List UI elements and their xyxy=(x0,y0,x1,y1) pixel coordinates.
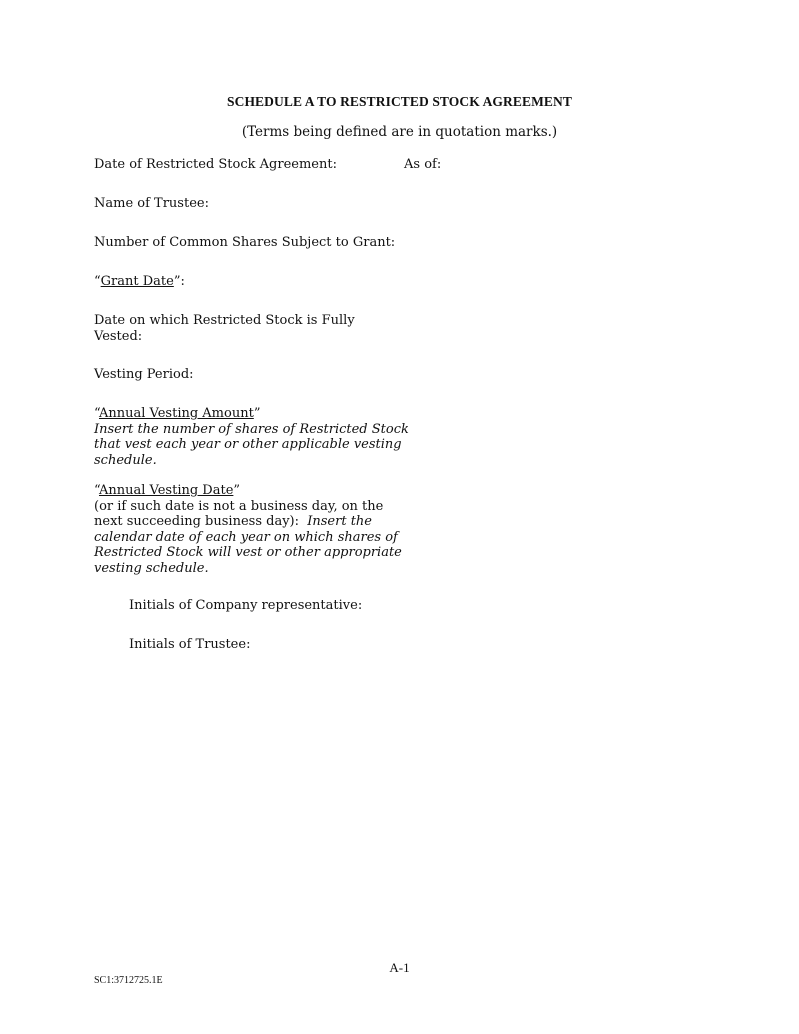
annual-date-open-quote: “ xyxy=(94,483,99,498)
page-number: A-1 xyxy=(389,960,410,975)
page-title: SCHEDULE A TO RESTRICTED STOCK AGREEMENT xyxy=(227,94,572,109)
trustee-name-label: Name of Trustee: xyxy=(94,196,209,211)
annual-date-line-2 xyxy=(94,514,402,530)
shares-subject-label: Number of Common Shares Subject to Grant: xyxy=(94,235,396,250)
as-of-label: As of: xyxy=(404,157,442,172)
document-id: SC1:3712725.1E xyxy=(94,975,163,986)
annual-date-line-1: (or if such date is not a business day, on the xyxy=(94,498,384,514)
grant-date-term: Grant Date xyxy=(100,274,174,289)
annual-date-instruction-3: calendar date of each year on which shares of xyxy=(94,529,398,545)
annual-date-instruction-5: vesting schedule. xyxy=(94,560,209,576)
annual-amount-close: ” xyxy=(253,406,261,421)
annual-date-line-2-italic: Insert the xyxy=(307,514,372,529)
annual-amount-instruction-3: schedule. xyxy=(94,452,157,468)
annual-vesting-date-heading xyxy=(94,483,402,499)
annual-date-line-2-plain: next succeeding business day): xyxy=(94,514,308,529)
vesting-period-label: Vesting Period: xyxy=(94,367,194,382)
grant-date-close: ”: xyxy=(173,274,185,289)
grant-date-label xyxy=(94,274,185,290)
fully-vested-line-2: Vested: xyxy=(94,328,143,344)
company-initials-label: Initials of Company representative: xyxy=(129,598,363,613)
annual-amount-instruction-2: that vest each year or other applicable vesting xyxy=(94,437,402,452)
annual-vesting-amount-block xyxy=(94,406,409,468)
fully-vested-line-1: Date on which Restricted Stock is Fully xyxy=(94,313,355,328)
fully-vested-label xyxy=(94,313,355,344)
annual-date-instruction-4: Restricted Stock will vest or other appropriate xyxy=(94,545,402,560)
annual-amount-instruction-1: Insert the number of shares of Restricted Stock xyxy=(94,421,409,437)
annual-vesting-date-block xyxy=(94,483,402,576)
trustee-initials-label: Initials of Trustee: xyxy=(129,637,251,652)
date-of-agreement-label: Date of Restricted Stock Agreement: xyxy=(94,157,337,172)
page-subtitle: (Terms being defined are in quotation marks.) xyxy=(241,124,558,140)
annual-amount-open-quote: “ xyxy=(94,406,99,421)
annual-amount-term: Annual Vesting Amount xyxy=(98,406,254,421)
annual-date-term: Annual Vesting Date xyxy=(98,483,234,498)
annual-date-close: ” xyxy=(233,483,241,498)
grant-date-open-quote: “ xyxy=(94,274,101,289)
annual-vesting-amount-heading xyxy=(94,406,409,422)
